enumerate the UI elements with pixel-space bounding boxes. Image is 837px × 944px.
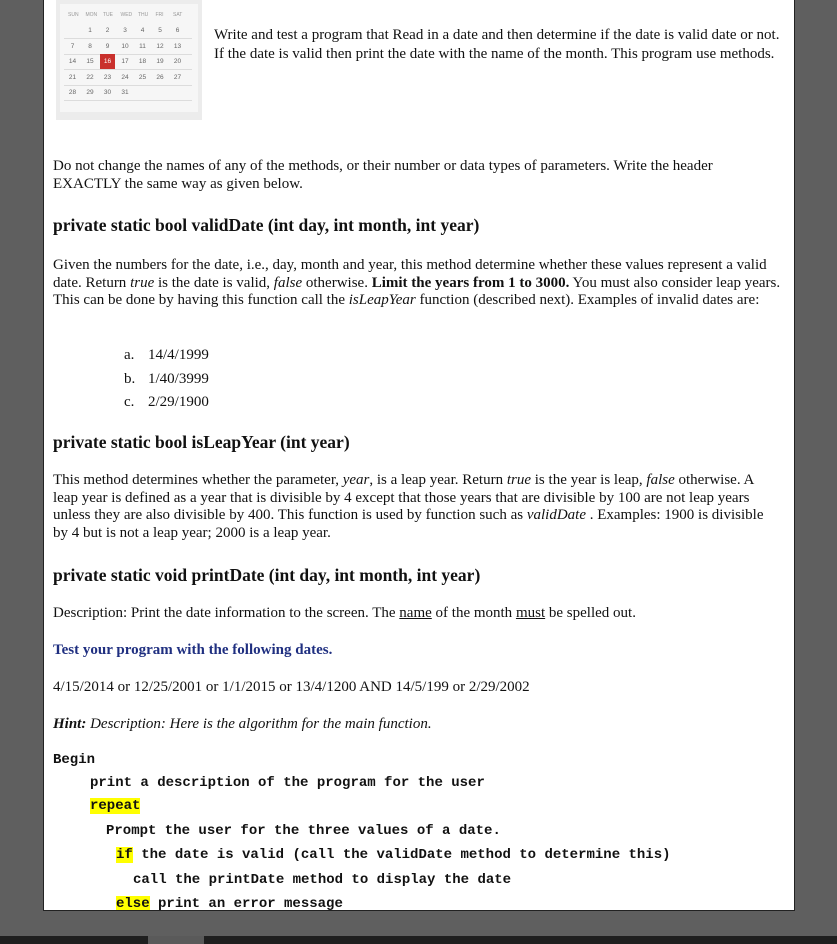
calendar-day-cell: 31 (121, 89, 129, 96)
calendar-day-cell: 18 (138, 58, 147, 65)
calendar-day-cell: 27 (173, 73, 182, 81)
document-page (43, 0, 795, 910)
valid-date-header: private static bool validDate (int day, int month, int year) (53, 215, 480, 235)
calendar-day-header: SAT (173, 12, 183, 18)
calendar-day-cell: 29 (86, 89, 94, 96)
calendar-day-cell: 2 (105, 27, 110, 34)
calendar-day-cell: 9 (105, 42, 110, 50)
calendar-day-header: TUE (103, 12, 113, 18)
calendar-day-cell: 13 (173, 42, 182, 50)
code-prompt: Prompt the user for the three values of a date. (106, 823, 501, 839)
calendar-day-cell: 10 (121, 42, 129, 50)
viewer-bottom-bar (0, 936, 837, 944)
intro-paragraph: Write and test a program that Read in a date and then determine if the date is valid date or not. If the date is valid then print the date with the name of the month. This program use methods. (214, 27, 780, 62)
code-if-line: if the date is valid (call the validDate method to determine this) (116, 847, 671, 863)
code-repeat: repeat (90, 798, 141, 814)
calendar-day-cell: 20 (173, 58, 182, 65)
calendar-day-cell: 7 (70, 42, 75, 50)
calendar-image (56, 0, 202, 120)
calendar-day-cell: 24 (121, 73, 129, 81)
calendar-day-cell: 26 (156, 73, 164, 81)
test-dates: 4/15/2014 or 12/25/2001 or 1/1/2015 or 13/4/1200 AND 14/5/199 or 2/29/2002 (53, 679, 530, 695)
calendar-day-header: FRI (155, 12, 164, 18)
instructions-paragraph: Do not change the names of any of the methods, or their number or data types of parameters. Write the header EXACTLY the same way as given below. (53, 158, 713, 192)
calendar-day-cell: 5 (158, 27, 162, 34)
calendar-day-cell: 6 (175, 27, 180, 34)
calendar-day-header: SUN (68, 12, 79, 18)
leap-year-description: This method determines whether the parameter, year, is a leap year. Return true is the year is leap, false otherwise. A leap year is defined as a year that is divisible by 4 except that those years that are divisible by 100 are not leap years unless they are also divisible by 400. This function is used by function such as validDate . Examples: 1900 is divisible by 4 but is not a leap year; 2000 is a leap year. (53, 472, 764, 541)
calendar-day-header: WED (120, 12, 133, 18)
calendar-day-header: MON (85, 12, 98, 18)
valid-date-description: Given the numbers for the date, i.e., day, month and year, this method determine whether these values represent a valid date. Return true is the date is valid, false otherwise. Limit the years from 1 to 3000. You must also consider leap years. This can be done by having this function call the isLeapYear function (described next). Examples of invalid dates are: (53, 257, 781, 308)
invalid-example-c: c. 2/29/1900 (124, 394, 209, 410)
calendar-day-header: THU (138, 12, 149, 18)
calendar-day-cell: 28 (68, 89, 77, 96)
code-else-line: else print an error message (116, 896, 343, 910)
calendar-day-cell: 14 (68, 58, 77, 65)
leap-year-header: private static bool isLeapYear (int year) (53, 432, 350, 452)
calendar-day-cell: 1 (88, 27, 92, 34)
calendar-day-cell: 23 (103, 73, 112, 81)
calendar-day-cell: 3 (123, 27, 127, 34)
calendar-day-cell: 22 (86, 73, 94, 81)
invalid-example-b: b. 1/40/3999 (124, 371, 209, 387)
hint-line: Hint: Description: Here is the algorithm for the main function. (53, 716, 432, 732)
calendar-day-cell: 17 (121, 58, 129, 65)
calendar-day-cell: 16 (100, 54, 115, 69)
code-print-description: print a description of the program for the user (90, 775, 485, 791)
calendar-day-cell: 25 (138, 73, 147, 81)
test-heading: Test your program with the following dates. (53, 642, 333, 658)
calendar-day-cell: 12 (156, 42, 164, 50)
code-begin: Begin (53, 752, 96, 768)
calendar-day-cell: 4 (140, 27, 145, 34)
calendar-day-cell: 11 (139, 42, 146, 50)
calendar-day-cell: 8 (88, 42, 92, 50)
calendar-day-cell: 21 (68, 73, 77, 81)
code-call-print: call the printDate method to display the date (133, 872, 512, 888)
calendar-day-cell: 15 (86, 58, 94, 65)
scroll-thumb[interactable] (148, 936, 204, 944)
page-bottom-edge (43, 910, 795, 911)
invalid-example-a: a. 14/4/1999 (124, 347, 209, 363)
print-date-description: Description: Print the date information to the screen. The name of the month must be spelled out. (53, 605, 636, 621)
calendar-day-cell: 19 (156, 58, 164, 65)
calendar-day-cell: 30 (103, 89, 112, 96)
print-date-header: private static void printDate (int day, int month, int year) (53, 565, 481, 585)
